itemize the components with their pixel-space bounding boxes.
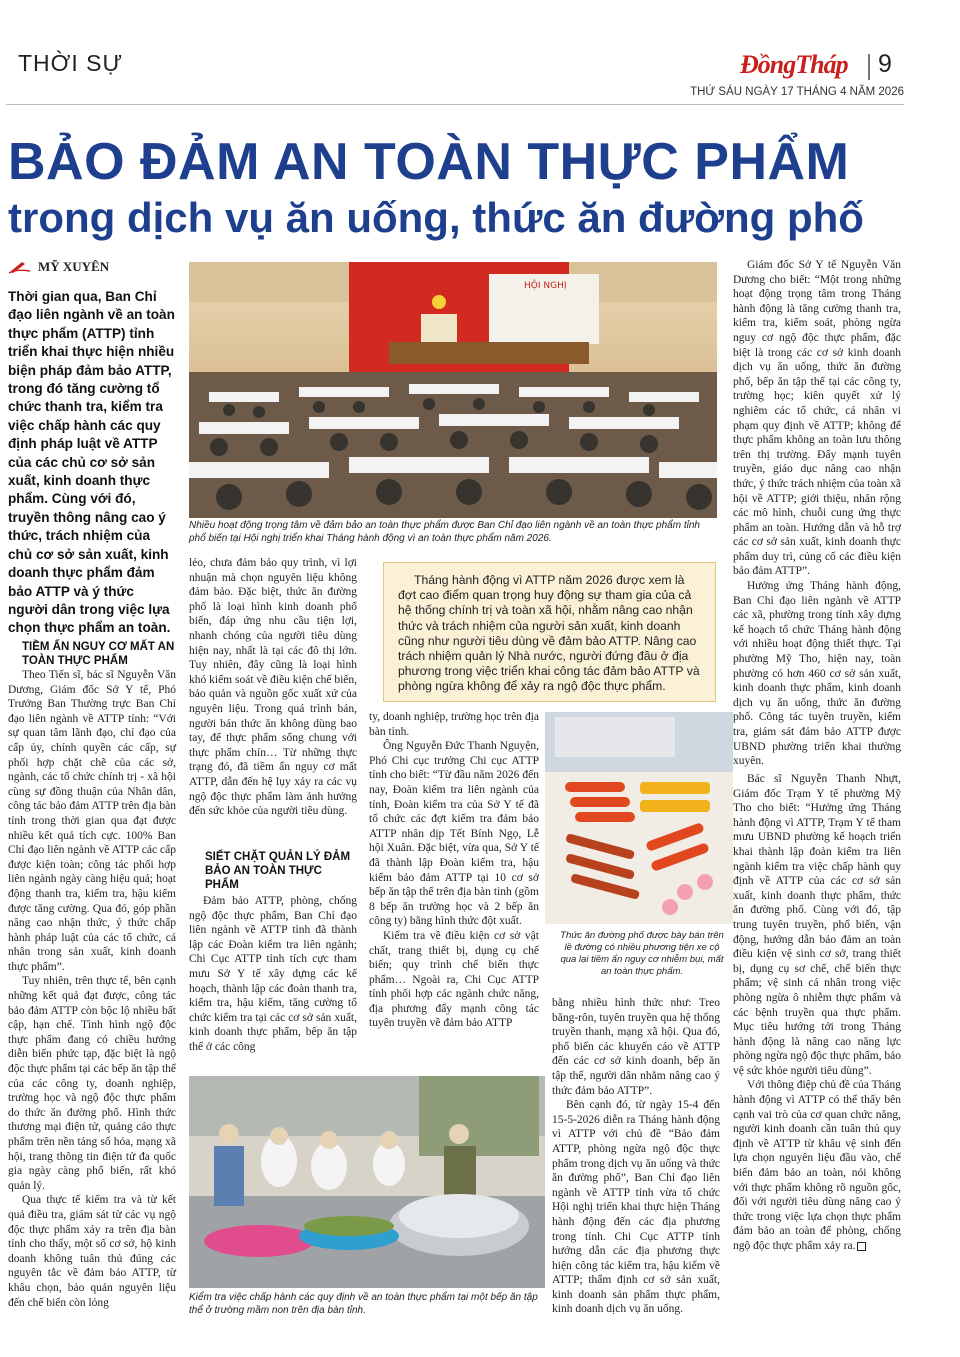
headline-sub: trong dịch vụ ăn uống, thức ăn đường phố (8, 194, 864, 241)
kitchen-photo (189, 1076, 545, 1288)
section-label: THỜI SỰ (18, 50, 124, 76)
street-food-caption: Thức ăn đường phố được bày bán trên lề đường có nhiều phương tiện xe cộ qua lại tiềm ẩn nguy cơ nhiễm bụi, mất an toàn thực phẩm. (560, 930, 724, 977)
column-4-body (733, 258, 901, 772)
closing-paragraph: Với thông điệp chủ đề của Tháng hành động vì ATTP có thể thấy bên cạnh vai trò của cơ quan chức năng, người kinh doanh cần tuân thủ quy định về ATTP từ khâu vệ sinh đến lựa chọn nguyên liệu đầu vào, chế biến đảm bảo an toàn, nói không với thực phẩm không rõ nguồn gốc, đối với người tiêu dùng nâng cao ý thức trong việc lựa chọn thực phẩm đảm bảo an toàn để phòng, chống ngộ độc thực phẩm xảy ra. (733, 1079, 901, 1252)
paragraph: Tuy nhiên, trên thực tế, bên cạnh những kết quả đạt được, công tác bảo đảm ATTP còn bộc lộ nhiều bất cập, hạn chế. Tình hình ngộ độc thực phẩm đang có chiều hướng diễn biến phức tạp, đặc biệt là ngộ độc thực phẩm tại các bếp ăn tập thể của các công ty, doanh nghiệp, trường học và ngộ độc thực phẩm do thức ăn đường phố. Hình thức thương mại điện tử, quảng cáo thực phẩm trên nền tảng số hóa, mạng xã hội, trang thông tin điện tử đa quốc gia ngày càng phổ biến, rất khó quản lý. (8, 975, 176, 1192)
header-rule (6, 104, 904, 105)
pull-quote: Tháng hành động vì ATTP năm 2026 được xem là đợt cao điểm quan trọng huy động sự tham gia của cả hệ thống chính trị và toàn xã hội, nhằm nâng cao nhận thức và trách nhiệm của người sản xuất, kinh doanh cũng như người tiêu dùng về đảm bảo ATTP. Nâng cao trách nhiệm quản lý Nhà nước, người đứng đầu ở địa phương trong việc triển khai công tác đảm bảo ATTP và phòng ngừa không để xảy ra ngộ độc thực phẩm. (383, 562, 716, 702)
street-food-photo (545, 712, 733, 924)
page-number: 9 (878, 50, 892, 78)
paragraph: lẻo, chưa đảm bảo quy trình, vì lợi nhuận mà chọn nguyên liệu không đảm bảo. Đặc biệt, thức ăn đường phố là loại hình kinh doanh phổ biến, đáp ứng nhu cầu tiện lợi, nhanh chóng của người tiêu dùng hiện nay, nhất là tại các đô thị lớn. Tuy nhiên, đây cũng là loại hình khó kiểm soát về điều kiện chế biến, bảo quản và nguồn gốc xuất xứ của nguyên liệu. Trong quá trình bán, người bán thức ăn không dùng bao tay, để thực phẩm sống chung với thực phẩm chín… Từ những thực trạng đó, đã tiềm ẩn nguy cơ mất ATTP, dẫn đến hệ lụy xảy ra các vụ ngộ độc thực phẩm làm ảnh hưởng đến sức khỏe của người tiêu dùng. (189, 557, 357, 818)
column-2-body-cont (189, 894, 357, 1064)
paragraph (733, 1078, 901, 1253)
paragraph: Hưởng ứng Tháng hành động, Ban Chỉ đạo liên ngành về ATTP các xã, phường trong tỉnh xây dựng kế hoạch tổ chức Tháng hành động với nhiều hoạt động thiết thực. Tại phường Mỹ Tho, hiện nay, toàn phường có hơn 460 cơ sở sản xuất, kinh doanh thực phẩm, kinh doanh dịch vụ ăn uống, thức ăn đường phố. Công tác tuyên truyền, kiểm tra, giám sát đảm bảo ATTP được UBND phường triển khai thường xuyên. (733, 580, 901, 768)
issue-date: THỨ SÁU NGÀY 17 THÁNG 4 NĂM 2026 (690, 86, 904, 98)
conference-caption: Nhiều hoạt động trọng tâm về đảm bảo an toàn thực phẩm được Ban Chỉ đạo liên ngành về an toàn thực phẩm tỉnh phổ biến tại Hội nghị triển khai Tháng hành động vì an toàn thực phẩm năm 2026. (189, 520, 700, 544)
column-3-body (369, 710, 539, 1030)
headline-main: BẢO ĐẢM AN TOÀN THỰC PHẨM (8, 133, 850, 191)
banner-text: HỘI NGHỊ (524, 281, 567, 291)
paragraph: Giám đốc Sở Y tế Nguyễn Văn Dương cho biết: “Một trong những hoạt động trọng tâm trong Tháng hành động là tăng cường thanh tra, kiểm tra, kiểm soát, phòng ngừa nguy cơ ngộ độc thực phẩm, đặc biệt là trong các cơ sở kinh doanh dịch vụ ăn uống, thức ăn đường phố, bếp ăn tập thể tại các công ty, trường học; kiên quyết xử lý nghiêm các tổ chức, cá nhân vi phạm quy định về ATTP; không để thực phẩm không an toàn lưu thông trên thị trường. Đẩy mạnh tuyên truyền, giáo dục nâng cao nhận thức, ý thức trách nhiệm của toàn xã hội về ATTP; giới thiệu, nhân rộng các mô hình, chuỗi cung ứng thực phẩm an toàn. Hướng dẫn và hỗ trợ các cơ sở sản xuất, kinh doanh thực phẩm duy trì, củng cố các điều kiện bảo đảm ATTP”. (733, 259, 901, 578)
paragraph: Bác sĩ Nguyễn Thanh Nhựt, Giám đốc Trạm Y tế phường Mỹ Tho cho biết: “Hưởng ứng Tháng hành động vì ATTP, Trạm Y tế tham mưu UBND phường kế hoạch triển khai thành lập đoàn kiểm tra liên ngành kiểm tra việc chấp hành quy định về ATTP của các cơ sở sản xuất, kinh doanh thực phẩm, thức ăn đường phố. Cùng với đó, tập trung tuyên truyền, phổ biến, vận động, hướng dẫn bảo đảm an toàn điều kiện vệ sinh cơ sở, trang thiết bị, dụng cụ sơ chế, chế biến thực phẩm; vệ sinh cá nhân trong việc phòng ngừa ô nhiễm thực phẩm và các bệnh truyền qua thực phẩm. Mục tiêu hướng tới trong Tháng hành động là nâng cao năng lực phòng ngừa ngộ độc thực phẩm, bảo vệ sức khỏe người tiêu dùng”. (733, 773, 902, 1077)
lead-paragraph: Thời gian qua, Ban Chỉ đạo liên ngành về an toàn thực phẩm (ATTP) tỉnh triển khai thực hiện nhiều biện pháp đảm bảo ATTP, trong đó tăng cường tổ chức thanh tra, kiểm tra việc chấp hành các quy định pháp luật về ATTP của các chủ cơ sở sản xuất, kinh doanh thực phẩm. Cùng với đó, truyền thông nâng cao ý thức, trách nhiệm của chủ cơ sở sản xuất, kinh doanh thực phẩm đảm bảo ATTP và ý thức người dân trong việc lựa chọn thực phẩm an toàn. (8, 289, 175, 636)
header-divider (868, 54, 870, 80)
conference-photo (189, 262, 717, 518)
paragraph: Qua thực tế kiểm tra và từ kết quả điều tra, giám sát từ các vụ ngộ độc thực phẩm xảy ra trên địa bàn tỉnh cho thấy, một số cơ sở, hộ kinh doanh không tuân thủ đúng các nguyên tắc về đảm bảo ATTP, từ khâu chọn, bảo quản nguyên liệu đến chế biến còn lỏng (8, 1194, 176, 1309)
paragraph: Theo Tiến sĩ, bác sĩ Nguyễn Văn Dương, Giám đốc Sở Y tế, Phó Trưởng Ban Thường trực Ban Chỉ đạo liên ngành về ATTP tỉnh: “Với sự quan tâm lãnh đạo, chỉ đạo của cấp ủy, chính quyền các cấp, sự phối hợp chặt chẽ của các sở, ngành, các tổ chức chính trị - xã hội cùng sự đồng thuận của Nhân dân, công tác bảo đảm ATTP trên địa bàn tỉnh trong thời gian qua đạt được nhiều kết quả tích cực. 100% Ban Chỉ đạo liên ngành về ATTP các cấp được kiện toàn; công tác phối hợp liên ngành ngày càng hiệu quả; hoạt động thanh tra, kiểm tra, hậu kiểm được tăng cường. Qua đó, góp phần nâng cao nhận thức, ý thức chấp hành pháp luật của các tổ chức, cá nhân trong sản xuất, kinh doanh thực phẩm”. (8, 669, 176, 973)
section-heading-1: TIỀM ẨN NGUY CƠ MẤT AN TOÀN THỰC PHẨM (22, 641, 175, 667)
kitchen-caption: Kiểm tra việc chấp hành các quy định về an toàn thực phẩm tại một bếp ăn tập thể ở trường mầm non trên địa bàn tỉnh. (189, 1292, 538, 1316)
paragraph: Bên cạnh đó, từ ngày 15-4 đến 15-5-2026 diễn ra Tháng hành động vì ATTP với chủ đề “Bảo đảm ATTP, phòng ngừa ngộ độc thực phẩm trong dịch vụ ăn uống và thức ăn đường phố”, Ban Chỉ đạo liên ngành về ATTP tỉnh vừa tổ chức Hội nghị triển khai thực hiện Tháng hành động đến các địa phương trong tỉnh. Chi Cục ATTP tỉnh hướng dẫn các địa phương thực hiện công tác kiểm tra, hậu kiểm về ATTP; thẩm định cơ sở sản xuất, kinh doanh sản phẩm thực phẩm, kinh doanh dịch vụ ăn uống. (552, 1099, 720, 1316)
end-mark-icon (857, 1242, 866, 1251)
column-4-body-cont (733, 772, 901, 1322)
section-heading-2: SIẾT CHẶT QUẢN LÝ ĐẢM BẢO AN TOÀN THỰC PHẨM (205, 851, 351, 891)
pen-icon (8, 260, 32, 274)
paragraph: ty, doanh nghiệp, trường học trên địa bàn tỉnh. (369, 711, 539, 738)
newspaper-logo: ĐồngTháp (740, 50, 848, 79)
paragraph: Ông Nguyễn Đức Thanh Nguyện, Phó Chi cục trưởng Chi cục ATTP tỉnh cho biết: “Từ đầu năm 2026 đến nay, Đoàn kiểm tra liên ngành của tỉnh, Đoàn kiểm tra của Sở Y tế đã tổ chức các đợt kiểm tra đảm bảo ATTP nhân dịp Tết Bính Ngọ, Lễ hội Xuân. Đặc biệt, vừa qua, Sở Y tế đã thành lập Đoàn kiểm tra, hậu kiểm bảo đảm ATTP tại 10 cơ sở bếp ăn tập thể trên địa bàn tỉnh (gồm 8 bếp ăn trường học và 2 bếp ăn công ty) bằng hình thức đột xuất. (369, 740, 539, 928)
paragraph: Đảm bảo ATTP, phòng, chống ngộ độc thực phẩm, Ban Chỉ đạo liên ngành về ATTP tỉnh đã thành lập các Đoàn kiểm tra liên ngành; Chi Cục ATTP tỉnh tích cực tham mưu Sở Y tế xây dựng các kế hoạch, thành lập các đoàn thanh tra, kiểm tra, hậu kiểm, tăng cường tổ chức kiểm tra tại các cơ sở sản xuất, kinh doanh thực phẩm, bếp ăn tập thể ở các công (189, 895, 357, 1053)
byline (8, 259, 109, 275)
paragraph: bằng nhiều hình thức như: Treo băng-rôn, tuyên truyền qua hệ thống truyền thanh, mạng xã hội. Qua đó, phổ biến các khuyến cáo về ATTP đến các cơ sở kinh doanh, bếp ăn tập thể, người dân nhằm nâng cao ý thức đảm bảo ATTP”. (552, 997, 720, 1097)
column-3-body-cont (552, 996, 720, 1322)
author-name: MỸ XUYÊN (38, 259, 110, 274)
column-2-body (189, 556, 357, 838)
paragraph: Kiểm tra về điều kiện cơ sở vật chất, trang thiết bị, dụng cụ chế biến; quy trình chế biến thực phẩm… Ngoài ra, Chi Cục ATTP tỉnh phối hợp các ngành chức năng, địa phương đẩy mạnh công tác tuyên truyền về đảm bảo ATTP (369, 929, 539, 1030)
column-1-body (8, 668, 176, 1316)
